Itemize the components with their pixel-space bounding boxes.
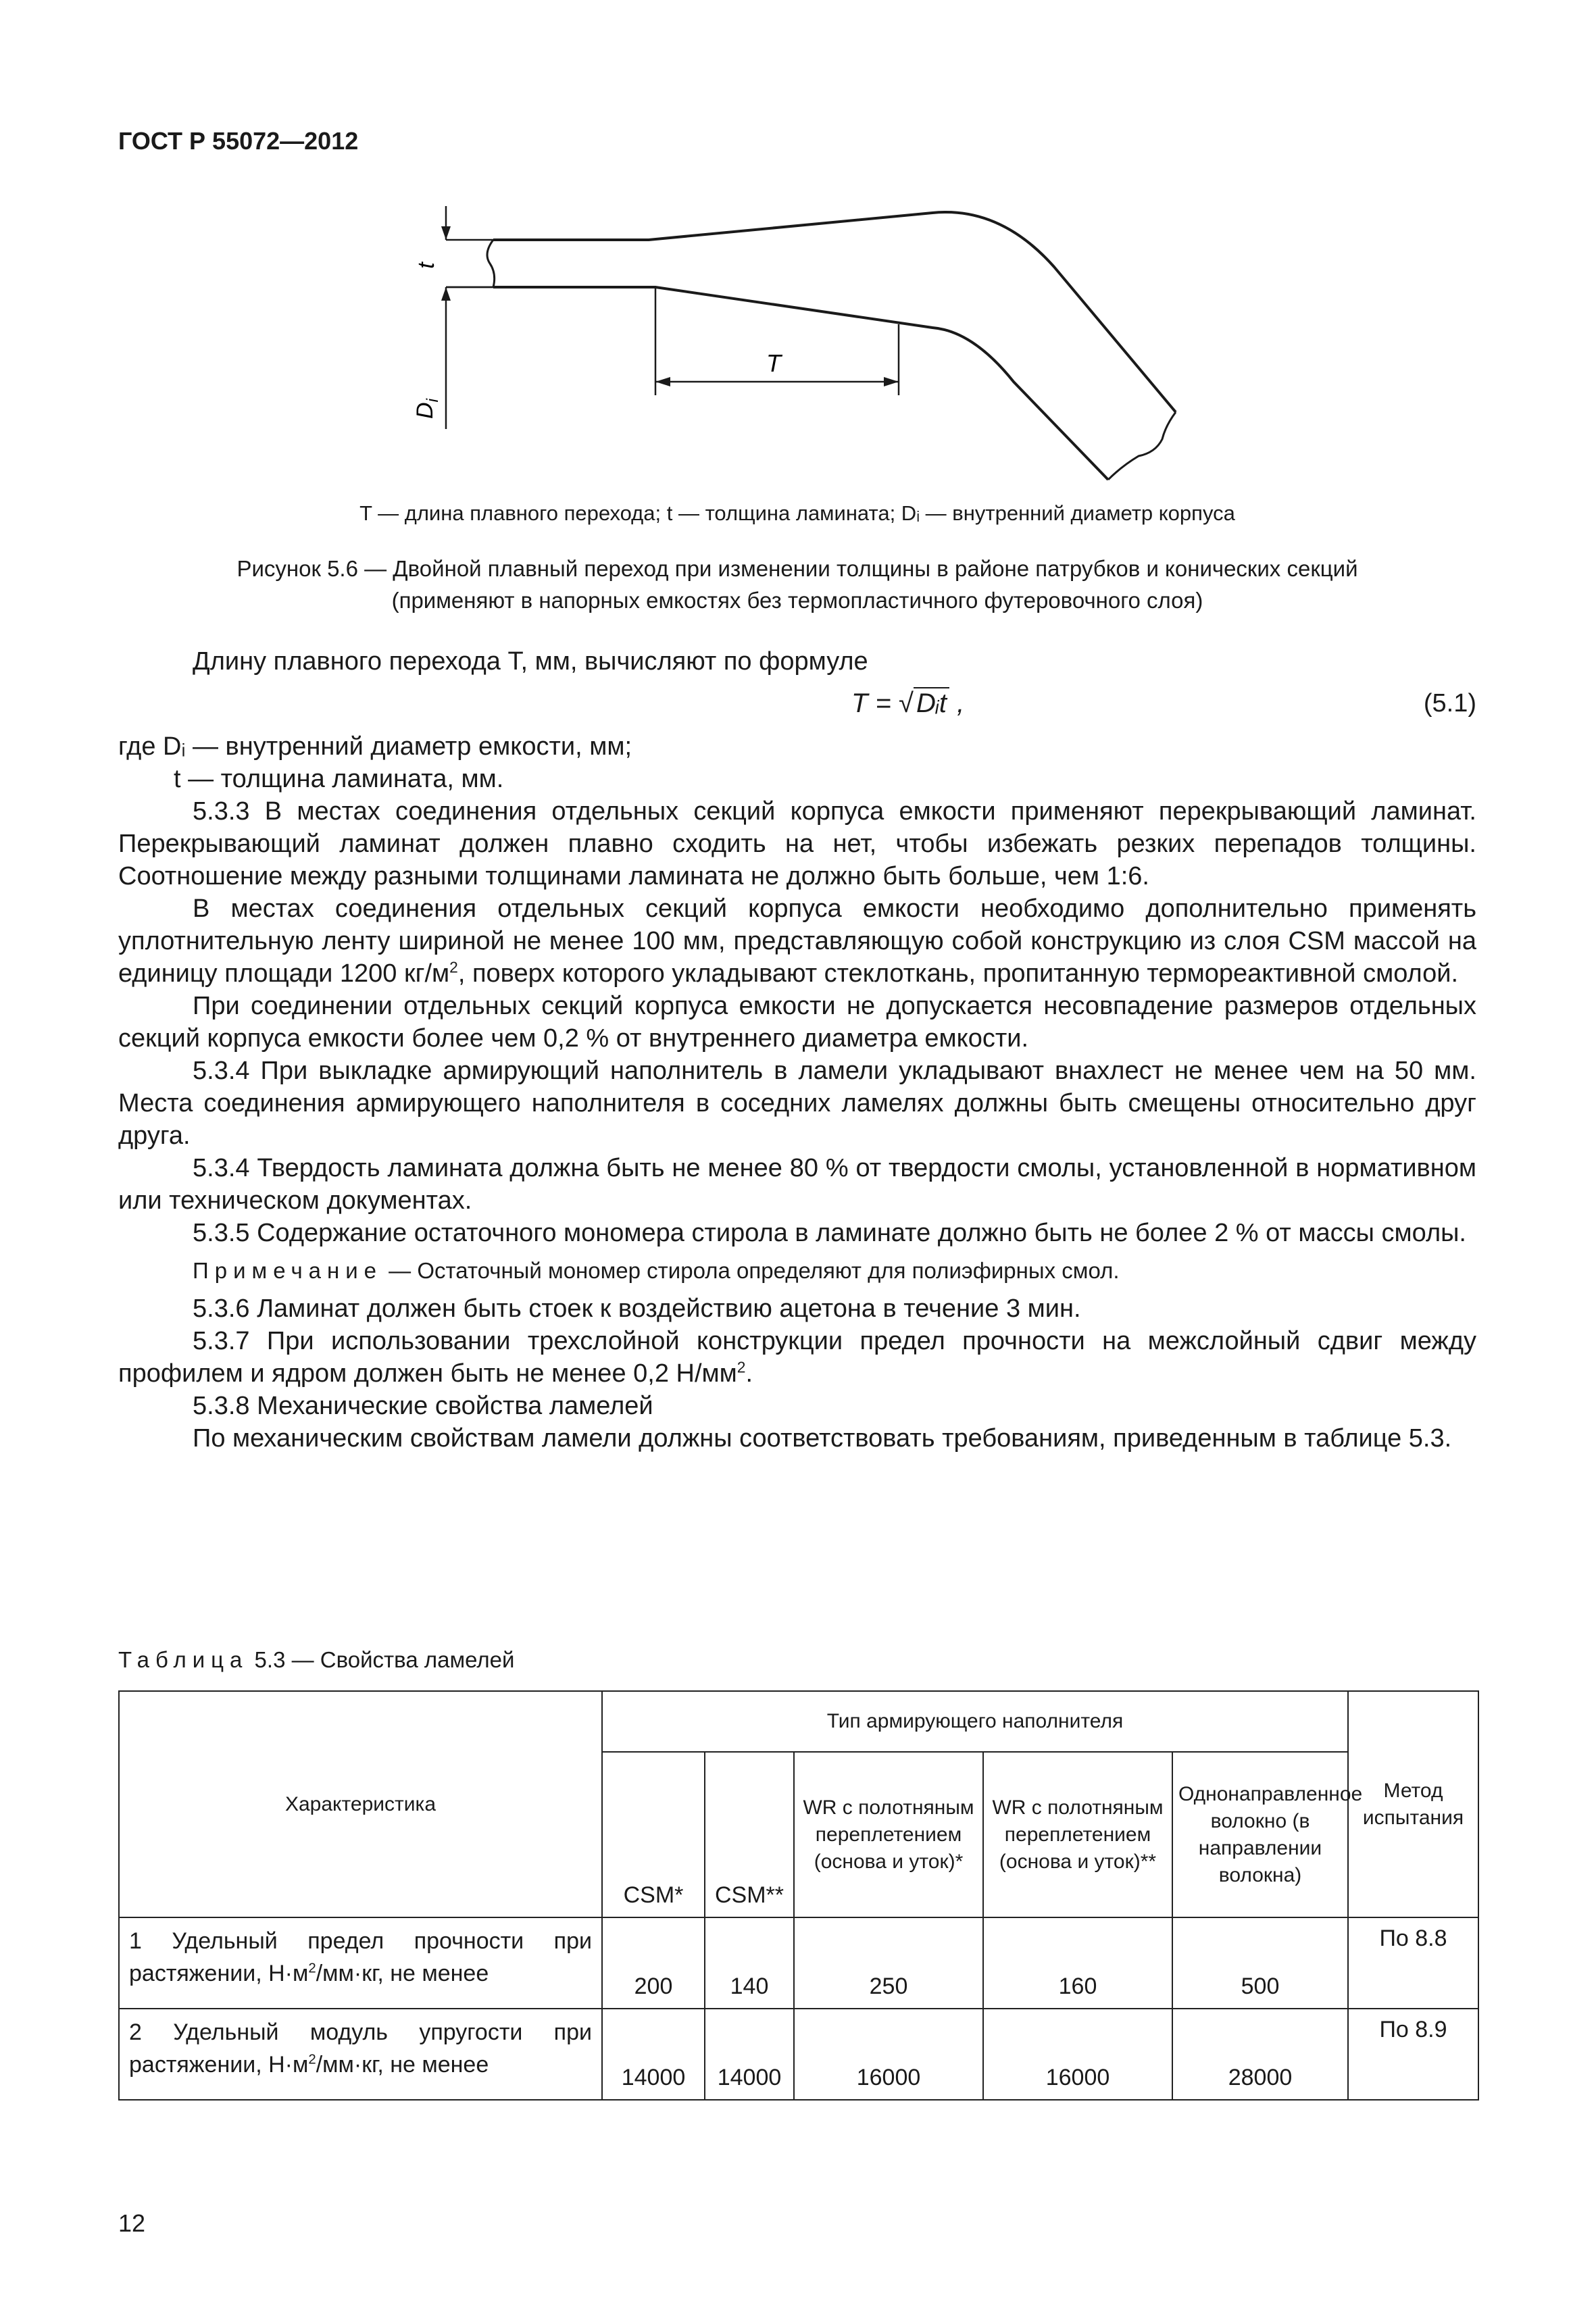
table-row: [119, 1917, 1478, 2009]
cell-value: 160: [983, 1917, 1172, 2009]
cell-value: 250: [794, 1917, 983, 2009]
cell-value: 16000: [983, 2009, 1172, 2100]
body-text: [118, 645, 1476, 1455]
cell-value: 200: [602, 1917, 705, 2009]
formula-number: (5.1): [1423, 689, 1476, 718]
inner-contour: [493, 287, 1108, 480]
cell-value: 28000: [1172, 2009, 1348, 2100]
where-1: где Dᵢ — внутренний диаметр емкости, мм;: [118, 732, 632, 761]
note: Примечание — Остаточный мономер стирола определяют для полиэфирных смол.: [193, 1258, 1120, 1283]
where-2: t — толщина ламината, мм.: [174, 765, 504, 793]
para-5-3-4b: 5.3.4 Твердость ламината должна быть не менее 80 % от твердости смолы, установленной в нормативном или техническом документах.: [118, 1154, 1476, 1215]
page-number: 12: [118, 2209, 146, 2237]
label-t: t: [414, 262, 439, 269]
properties-table: [118, 1690, 1479, 2101]
para-5-3-4a: 5.3.4 При выкладке армирующий наполнитель в ламели укладывают внахлест не менее чем на 50 мм. Места соединения армирующего наполнителя в соседних ламелях должны быть смещены относительно друг друга.: [118, 1057, 1476, 1150]
row-characteristic: 2 Удельный модуль упругости при растяжении, $Н\cdot м^2/мм\cdot кг$, не менее: [119, 2009, 602, 2100]
table-caption: Таблица 5.3 — Свойства ламелей: [118, 1647, 515, 1672]
para-5-3-5: 5.3.5 Содержание остаточного мономера стирола в ламинате должно быть не более 2 % от массы смолы.: [193, 1219, 1466, 1247]
para-5-3-3: 5.3.3 В местах соединения отдельных секций корпуса емкости применяют перекрывающий ламинат. Перекрывающий ламинат должен плавно сходить на нет, чтобы избежать резких перепадов толщины. Соотношение между разными толщинами ламината не должно быть больше, чем 1:6.: [118, 797, 1476, 890]
cell-value: 140: [705, 1917, 794, 2009]
figure-caption: Рисунок 5.6 — Двойной плавный переход при изменении толщины в районе патрубков и конических секций (применяют в напорных емкостях без термопластичного футеровочного слоя): [236, 556, 1358, 613]
para-mismatch: При соединении отдельных секций корпуса емкости не допускается несовпадение размеров отдельных секций корпуса емкости более чем 0,2 % от внутреннего диаметра емкости.: [118, 992, 1476, 1053]
row-method: По 8.9: [1348, 2009, 1478, 2100]
col-header: CSM*: [602, 1752, 705, 1917]
cell-value: 16000: [794, 2009, 983, 2100]
col-header: CSM**: [705, 1752, 794, 1917]
transition-figure: [405, 186, 1189, 497]
cell-value: 14000: [602, 2009, 705, 2100]
formula-line: [118, 678, 1476, 730]
row-method: По 8.8: [1348, 1917, 1478, 2009]
table-row: [119, 2009, 1478, 2100]
broken-end: [1108, 412, 1176, 480]
header-filler-type: Тип армирующего наполнителя: [602, 1691, 1348, 1752]
header-method: Метод испытания: [1348, 1691, 1478, 1917]
col-header: WR с полотняным переплетением (основа и уток)**: [983, 1752, 1172, 1917]
label-T: T: [766, 349, 781, 377]
left-break: [487, 240, 495, 287]
header-characteristic: Характеристика: [119, 1691, 602, 1917]
col-header: WR с полотняным переплетением (основа и уток)*: [794, 1752, 983, 1917]
cell-value: 500: [1172, 1917, 1348, 2009]
document-header: ГОСТ Р 55072—2012: [118, 127, 359, 155]
row-characteristic: 1 Удельный предел прочности при растяжении, $Н\cdot м^2/мм\cdot кг$, не менее: [119, 1917, 602, 2009]
para-5-3-7: 5.3.7 При использовании трехслойной конструкции предел прочности на межслойный сдвиг между профилем и ядром должен быть не менее 0,2 $Н/мм^2$.: [118, 1327, 1476, 1388]
label-Di: $D_i$: [412, 399, 442, 419]
cell-value: 14000: [705, 2009, 794, 2100]
para-5-3-8: 5.3.8 Механические свойства ламелей: [193, 1392, 653, 1420]
para-5-3-6: 5.3.6 Ламинат должен быть стоек к воздействию ацетона в течение 3 мин.: [193, 1294, 1081, 1323]
figure-legend: T — длина плавного перехода; t — толщина ламината; Dᵢ — внутренний диаметр корпуса: [359, 501, 1235, 525]
col-header: Однонаправленное волокно (в направлении волокна): [1172, 1752, 1348, 1917]
para-table-ref: По механическим свойствам ламели должны соответствовать требованиям, приведенным в таблице 5.3.: [193, 1424, 1452, 1453]
para-seal-tape: В местах соединения отдельных секций корпуса емкости необходимо дополнительно применять уплотнительную ленту шириной не менее 100 мм, представляющую собой конструкцию из слоя CSM массой на единицу площади 1200 $кг/м^2$, поверх которого укладывают стеклоткань, пропитанную термореактивной смолой.: [118, 895, 1476, 988]
formula-intro: Длину плавного перехода T, мм, вычисляют по формуле: [193, 647, 868, 676]
formula: T = √ Dᵢt ,: [851, 688, 965, 718]
formula-legend: [118, 730, 1476, 795]
